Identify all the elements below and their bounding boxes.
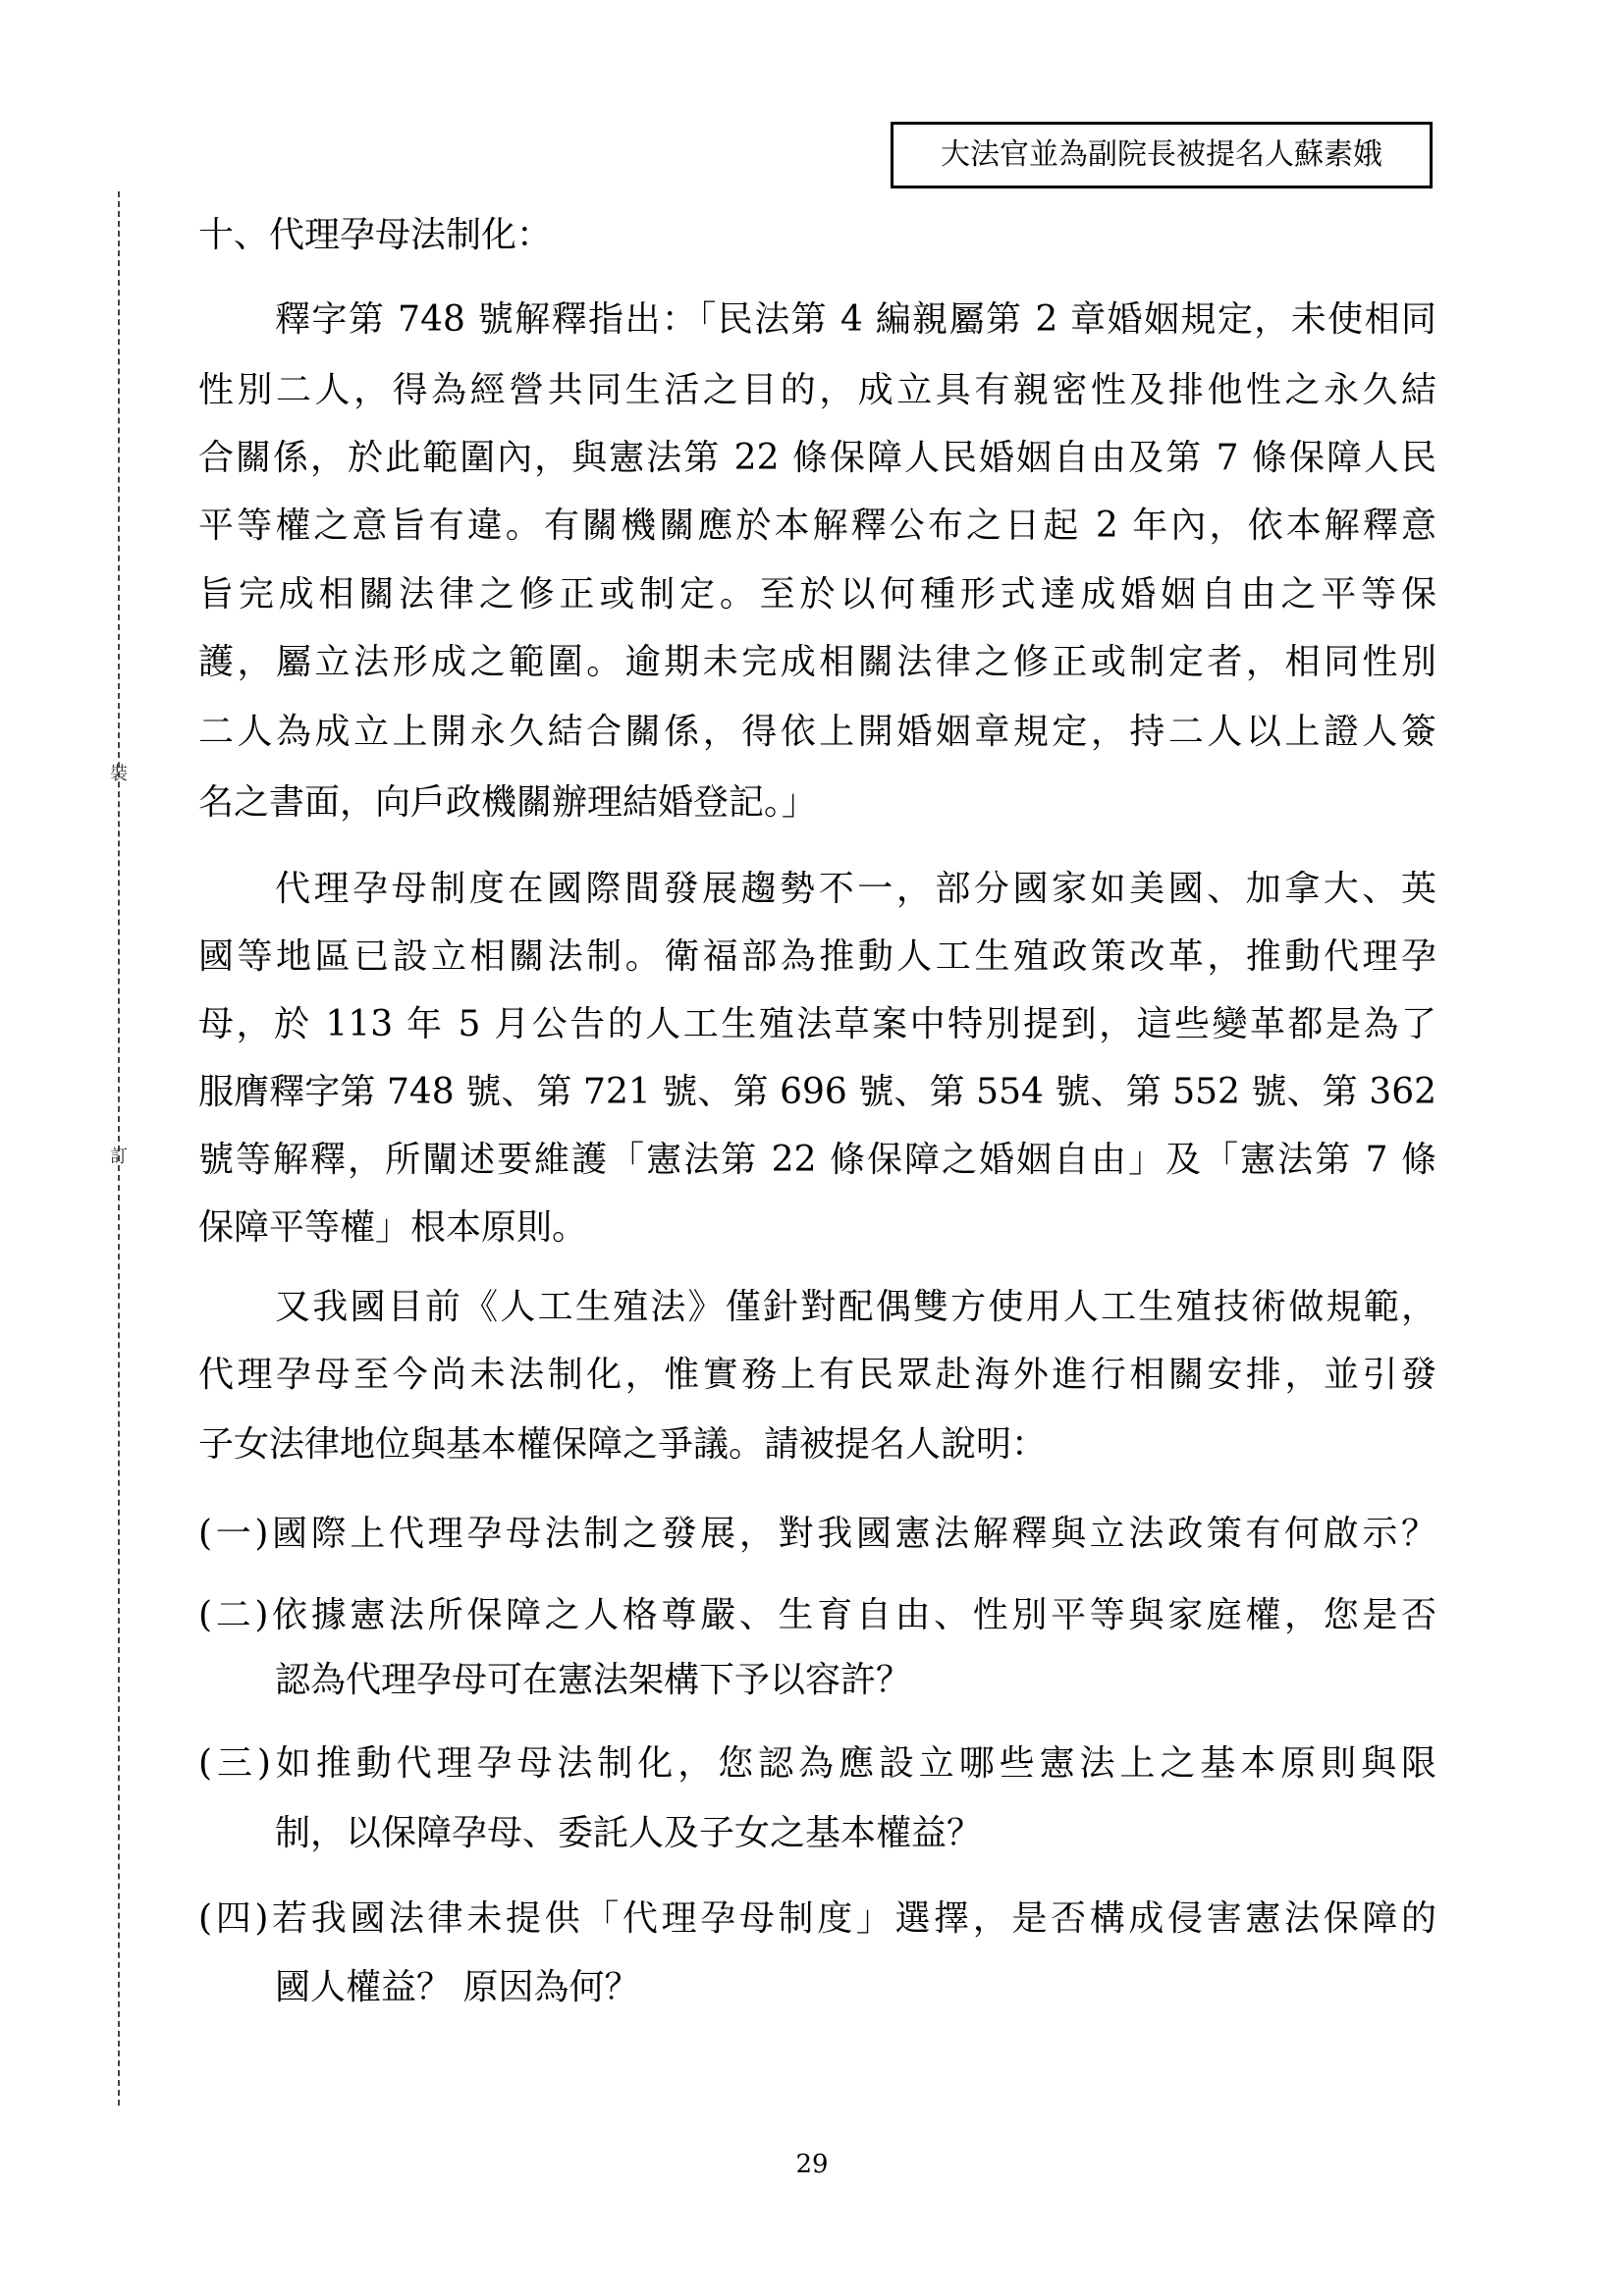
question-1: (一)國際上代理孕母法制之發展，對我國憲法解釋與立法政策有何啟示？ — [198, 1514, 1436, 1554]
section-title: 十、代理孕母法制化： — [198, 215, 553, 255]
question-3-cont: 制，以保障孕母、委託人及子女之基本權益？ — [275, 1813, 983, 1853]
question-2: (二)依據憲法所保障之人格尊嚴、生育自由、性別平等與家庭權，您是否 — [198, 1595, 1436, 1635]
paragraph-line: 服膺釋字第 748 號、第 721 號、第 696 號、第 554 號、第 552 號、第 362 — [198, 1072, 1436, 1112]
question-4-cont: 國人權益？ 原因為何？ — [275, 1967, 640, 2007]
paragraph-line: 保障平等權」根本原則。 — [198, 1207, 588, 1248]
paragraph-line: 平等權之意旨有違。有關機關應於本解釋公布之日起 2 年內，依本解釋意 — [198, 506, 1436, 546]
paragraph-line: 釋字第 748 號解釋指出：「民法第 4 編親屬第 2 章婚姻規定，未使相同 — [275, 299, 1436, 340]
paragraph-line: 又我國目前《人工生殖法》僅針對配偶雙方使用人工生殖技術做規範， — [275, 1287, 1436, 1327]
paragraph-line: 國等地區已設立相關法制。衛福部為推動人工生殖政策改革，推動代理孕 — [198, 936, 1436, 977]
binding-label-ding: 訂 — [107, 1147, 128, 1164]
paragraph-line: 護，屬立法形成之範圍。逾期未完成相關法律之修正或制定者，相同性別 — [198, 642, 1436, 682]
paragraph-line: 母，於 113 年 5 月公告的人工生殖法草案中特別提到，這些變革都是為了 — [198, 1004, 1436, 1044]
paragraph-line: 旨完成相關法律之修正或制定。至於以何種形式達成婚姻自由之平等保 — [198, 574, 1436, 614]
paragraph-line: 性別二人，得為經營共同生活之目的，成立具有親密性及排他性之永久結 — [198, 370, 1436, 410]
question-2-cont: 認為代理孕母可在憲法架構下予以容許？ — [275, 1660, 912, 1700]
binding-label-zhuang: 裝 — [107, 764, 128, 781]
nominee-header-box: 大法官並為副院長被提名人蘇素娥 — [891, 122, 1433, 188]
paragraph-line: 代理孕母至今尚未法制化，惟實務上有民眾赴海外進行相關安排，並引發 — [198, 1355, 1436, 1395]
paragraph-line: 二人為成立上開永久結合關係，得依上開婚姻章規定，持二人以上證人簽 — [198, 712, 1436, 752]
paragraph-line: 名之書面，向戶政機關辦理結婚登記。」 — [198, 782, 818, 823]
question-4: (四)若我國法律未提供「代理孕母制度」選擇，是否構成侵害憲法保障的 — [198, 1898, 1436, 1939]
paragraph-line: 代理孕母制度在國際間發展趨勢不一，部分國家如美國、加拿大、英 — [275, 869, 1436, 909]
paragraph-line: 號等解釋，所闡述要維護「憲法第 22 條保障之婚姻自由」及「憲法第 7 條 — [198, 1140, 1436, 1180]
paragraph-line: 合關係，於此範圍內，與憲法第 22 條保障人民婚姻自由及第 7 條保障人民 — [198, 438, 1436, 478]
question-3: (三)如推動代理孕母法制化，您認為應設立哪些憲法上之基本原則與限 — [198, 1743, 1436, 1784]
paragraph-line: 子女法律地位與基本權保障之爭議。請被提名人說明： — [198, 1424, 1048, 1465]
page-number: 29 — [795, 2150, 829, 2179]
